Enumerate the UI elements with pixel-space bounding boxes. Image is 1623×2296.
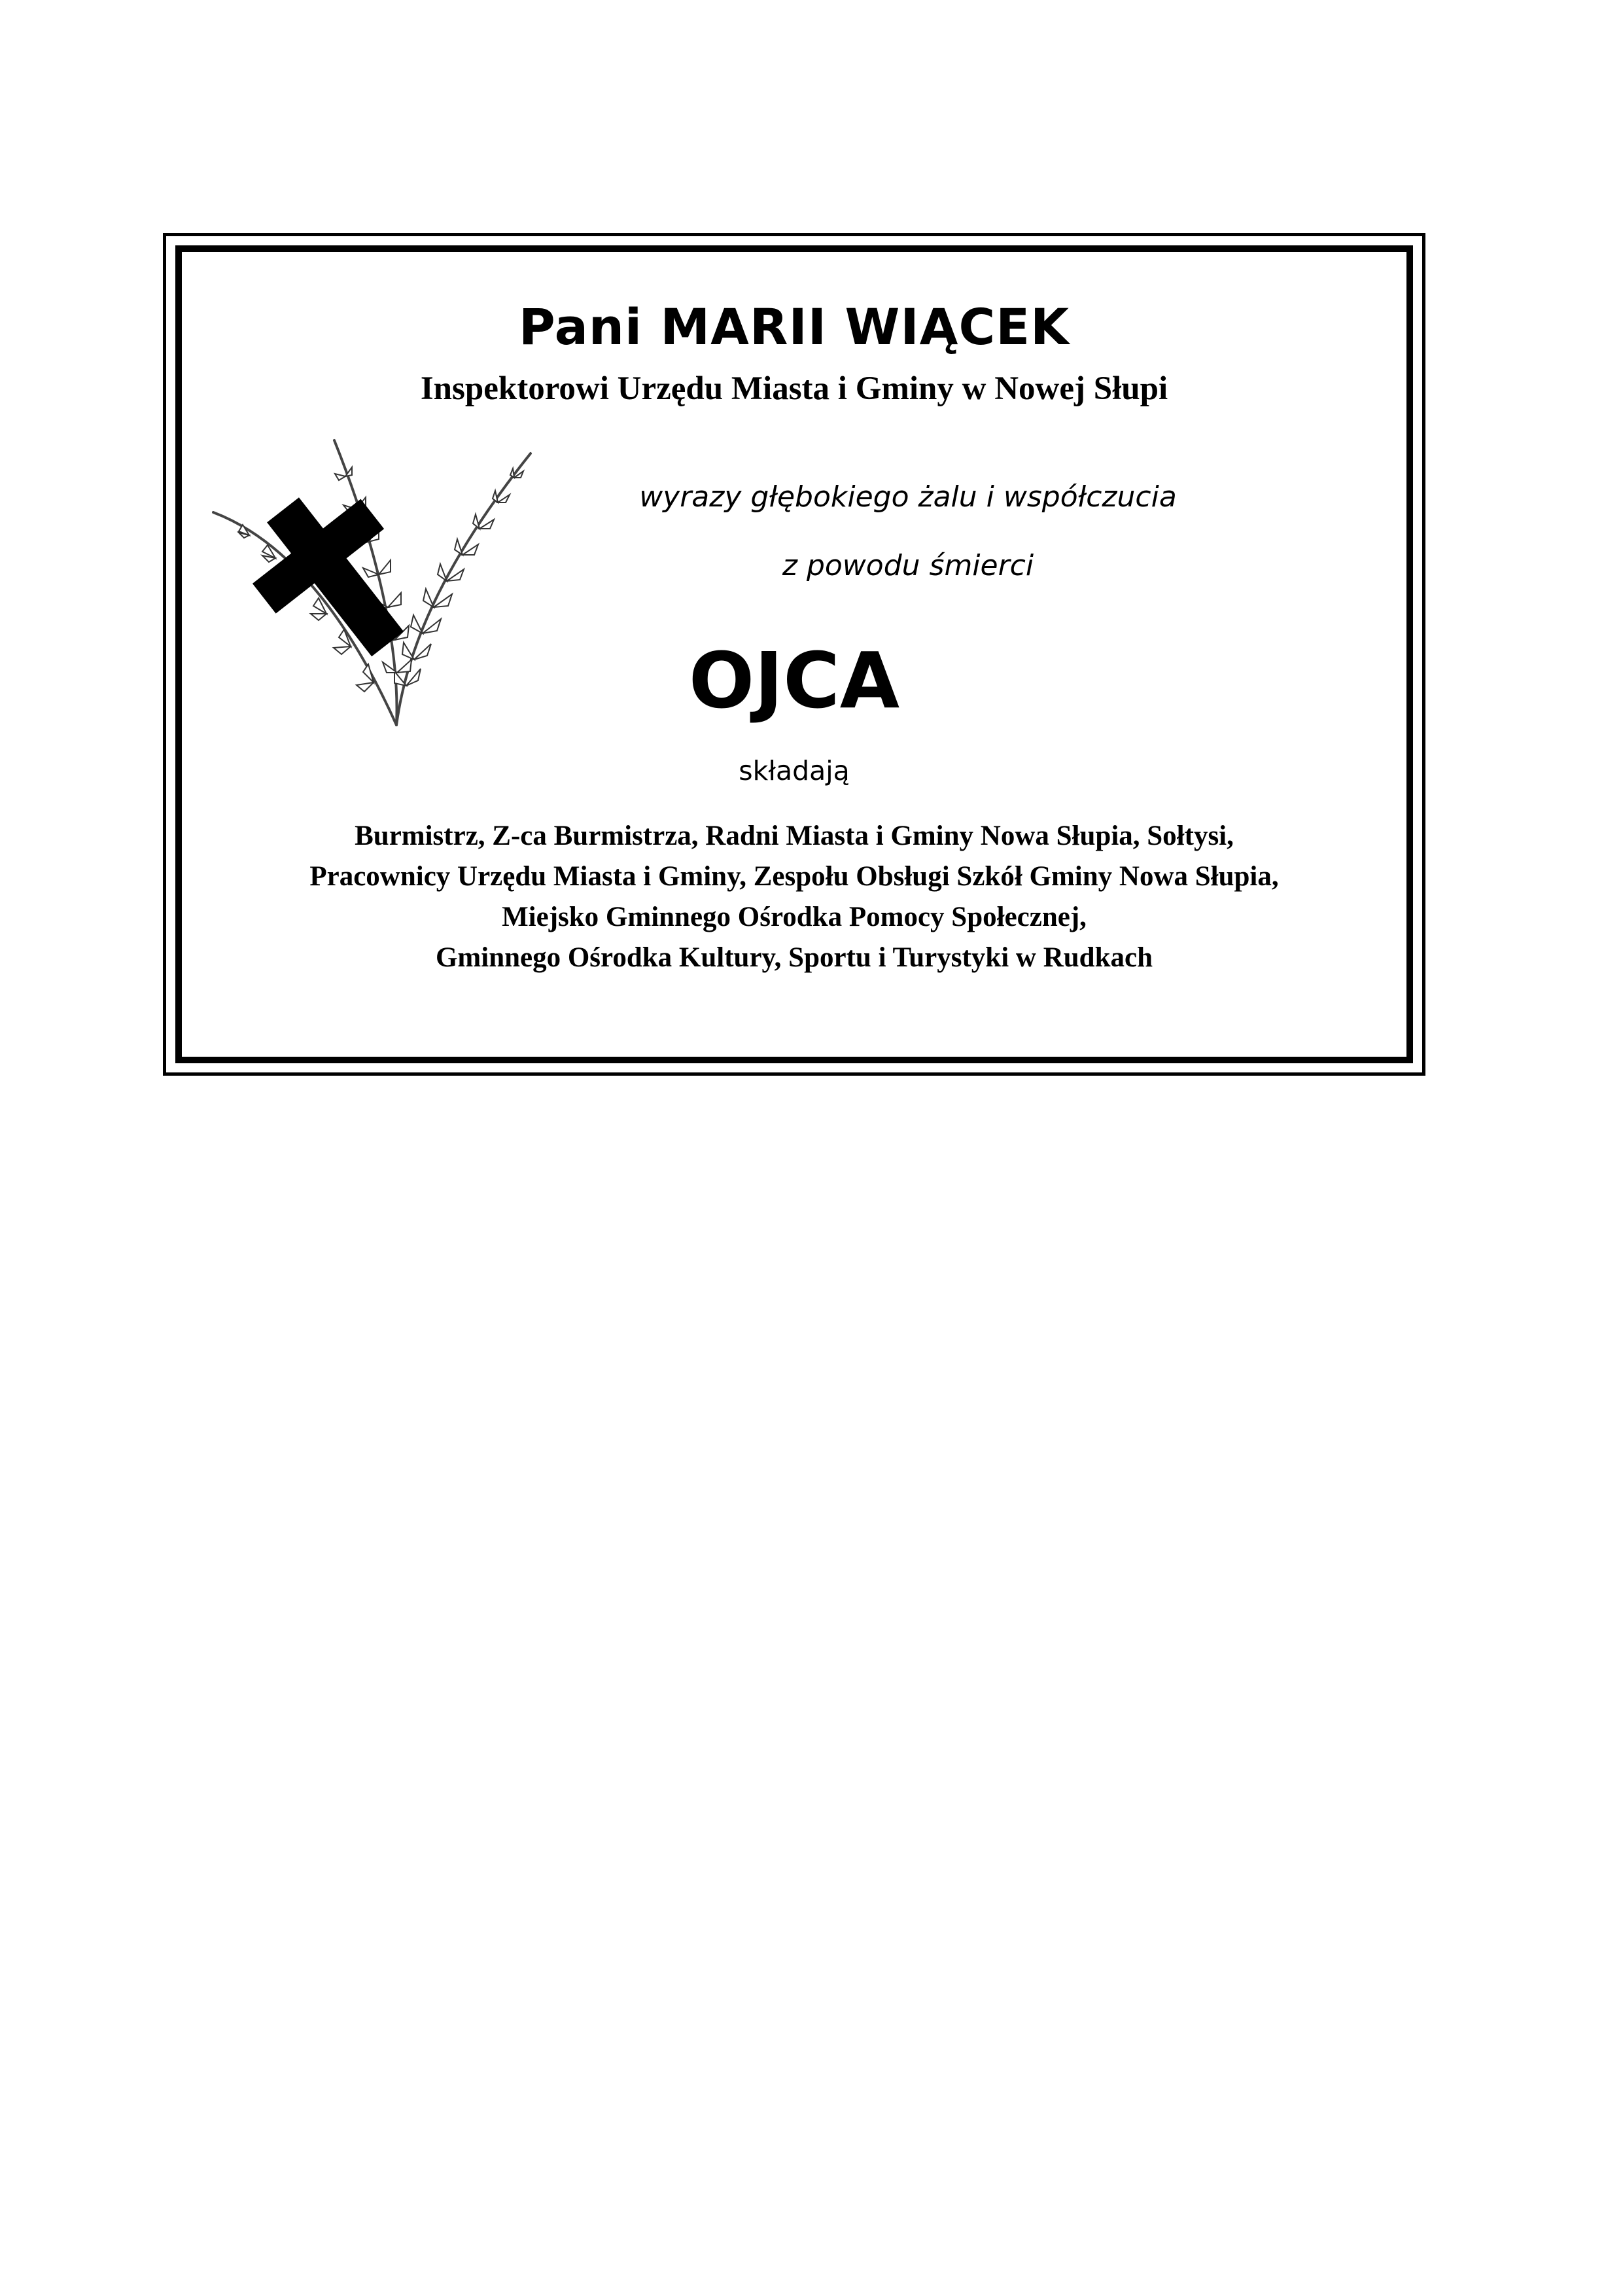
recipient-role: Inspektorowi Urzędu Miasta i Gminy w Nowej Słupi [420, 370, 1168, 407]
signers-line: Burmistrz, Z-ca Burmistrza, Radni Miasta i Gminy Nowa Słupia, Sołtysi, [355, 821, 1234, 851]
signers-list [182, 816, 1406, 978]
condolence-text-line-1: wyrazy głębokiego żalu i współczucia [639, 480, 1177, 514]
signers-line: Miejsko Gminnego Ośrodka Pomocy Społecznej, [502, 902, 1087, 932]
signers-line: Gminnego Ośrodka Kultury, Sportu i Turystyki w Rudkach [435, 942, 1153, 973]
given-by-label: składają [739, 755, 850, 786]
condolence-notice-inner-frame [175, 245, 1413, 1063]
deceased-relation: OJCA [688, 635, 900, 726]
recipient-name: Pani MARII WIĄCEK [518, 298, 1070, 356]
condolence-notice-outer-frame [163, 233, 1425, 1076]
condolence-text-line-2: z powodu śmierci [782, 549, 1034, 582]
signers-line: Pracownicy Urzędu Miasta i Gminy, Zespołu Obsługi Szkół Gminy Nowa Słupia, [309, 861, 1279, 892]
